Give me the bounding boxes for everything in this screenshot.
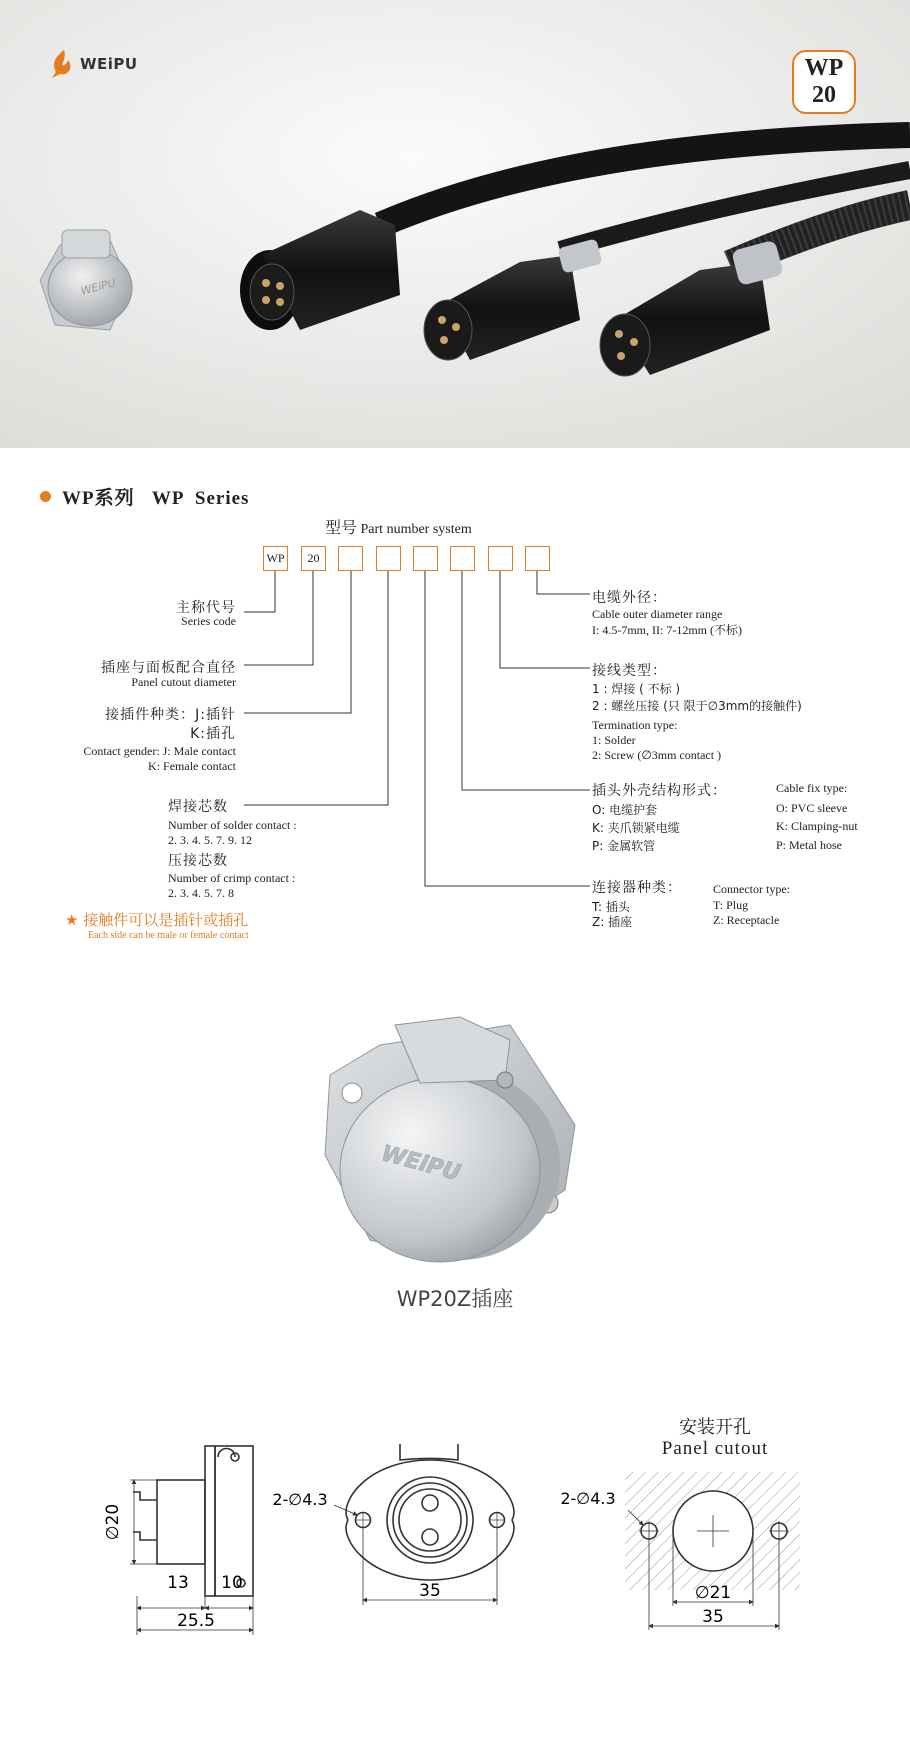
wp20z-receptacle-photo	[310, 1005, 600, 1280]
pn-box-diameter: 20	[301, 546, 326, 571]
cutout-dim-35: 35	[702, 1607, 724, 1627]
shell-p-cn: P: 金属软管	[592, 839, 656, 853]
connector-z-en: Z: Receptacle	[713, 913, 780, 927]
cutout-dim-holes: 2-∅4.3	[560, 1489, 616, 1508]
contact-note-en: Each side can be male or female contact	[88, 930, 249, 941]
solder-contacts-en: Number of solder contact :	[168, 818, 297, 832]
cutout-dim-21: ∅21	[694, 1583, 732, 1603]
side-dim-25: 25.5	[177, 1611, 215, 1631]
contact-gender-en-1: Contact gender: J: Male contact	[83, 744, 236, 758]
termination-cn: 接线类型：	[592, 663, 667, 679]
contact-note-cn: ★ 接触件可以是插针或插孔	[65, 911, 249, 929]
part-number-title-en: Part number system	[360, 522, 472, 537]
connector-t-en: T: Plug	[713, 898, 749, 912]
crimp-contacts-values: 2. 3. 4. 5. 7. 8	[168, 886, 234, 900]
crimp-contacts-cn: 压接芯数	[168, 853, 228, 869]
cable-fix-p: P: Metal hose	[776, 838, 842, 852]
side-view-drawing	[130, 1446, 253, 1635]
panel-cutout-title-cn: 安装开孔	[679, 1417, 751, 1438]
side-dim-10: 10	[221, 1573, 243, 1593]
cable-diameter-en: Cable outer diameter range	[592, 607, 723, 621]
front-dim-35: 35	[419, 1581, 441, 1601]
termination-cn-2: 2 : 螺丝压接 (只 限于∅3mm的接触件)	[592, 699, 802, 713]
pn-box-series: WP	[263, 546, 288, 571]
panel-cutout-title-en: Panel cutout	[661, 1438, 769, 1459]
side-dim-13: 13	[167, 1573, 189, 1593]
cable-diameter-values: I: 4.5-7mm, II: 7-12mm (不标)	[592, 623, 742, 637]
technical-drawings	[0, 1430, 910, 1740]
series-code-en: Series code	[181, 614, 236, 628]
connector-type-cn: 连接器种类：	[592, 880, 682, 896]
front-dim-holes: 2-∅4.3	[272, 1490, 328, 1509]
cable-fix-k: K: Clamping-nut	[776, 819, 858, 833]
series-code-cn: 主称代号	[176, 600, 236, 616]
contact-gender-cn-2: K:插孔	[190, 726, 236, 742]
solder-contacts-cn: 焊接芯数	[168, 799, 228, 815]
connector-z-cn: Z: 插座	[592, 915, 633, 929]
termination-cn-1: 1 : 焊接 ( 不标 )	[592, 682, 681, 696]
shell-type-cn: 插头外壳结构形式：	[592, 783, 727, 799]
termination-en-2: 2: Screw (∅3mm contact )	[592, 748, 722, 762]
cable-fix-o: O: PVC sleeve	[776, 801, 848, 815]
cable-diameter-cn: 电缆外径：	[592, 590, 667, 606]
shell-o-cn: O: 电缆护套	[592, 803, 658, 817]
product-caption: WP20Z插座	[396, 1287, 514, 1311]
cable-fix-en: Cable fix type:	[776, 781, 848, 795]
solder-contacts-values: 2. 3. 4. 5. 7. 9. 12	[168, 833, 252, 847]
connector-t-cn: T: 插头	[592, 900, 630, 914]
badge-line2: 20	[812, 82, 836, 108]
side-dim-diameter: ∅20	[103, 1503, 123, 1541]
crimp-contacts-en: Number of crimp contact :	[168, 871, 296, 885]
contact-gender-en-2: K: Female contact	[148, 759, 236, 773]
connector-type-en: Connector type:	[713, 882, 790, 896]
termination-en-1: 1: Solder	[592, 733, 636, 747]
cap-logo-text: WEiPU	[378, 1141, 464, 1187]
badge-line1: WP	[804, 55, 844, 81]
contact-gender-cn-1: 接插件种类：J:插针	[105, 707, 236, 723]
part-number-title-cn: 型号	[325, 518, 358, 537]
logo-text: WEiPU	[80, 55, 138, 73]
section-title: WP系列 WP Series	[62, 488, 250, 509]
shell-k-cn: K: 夹爪锁紧电缆	[592, 821, 680, 835]
panel-diameter-cn: 插座与面板配合直径	[101, 660, 236, 676]
termination-en: Termination type:	[592, 718, 678, 732]
panel-diameter-en: Panel cutout diameter	[131, 675, 236, 689]
svg-text:WEiPU: WEiPU	[79, 276, 118, 298]
